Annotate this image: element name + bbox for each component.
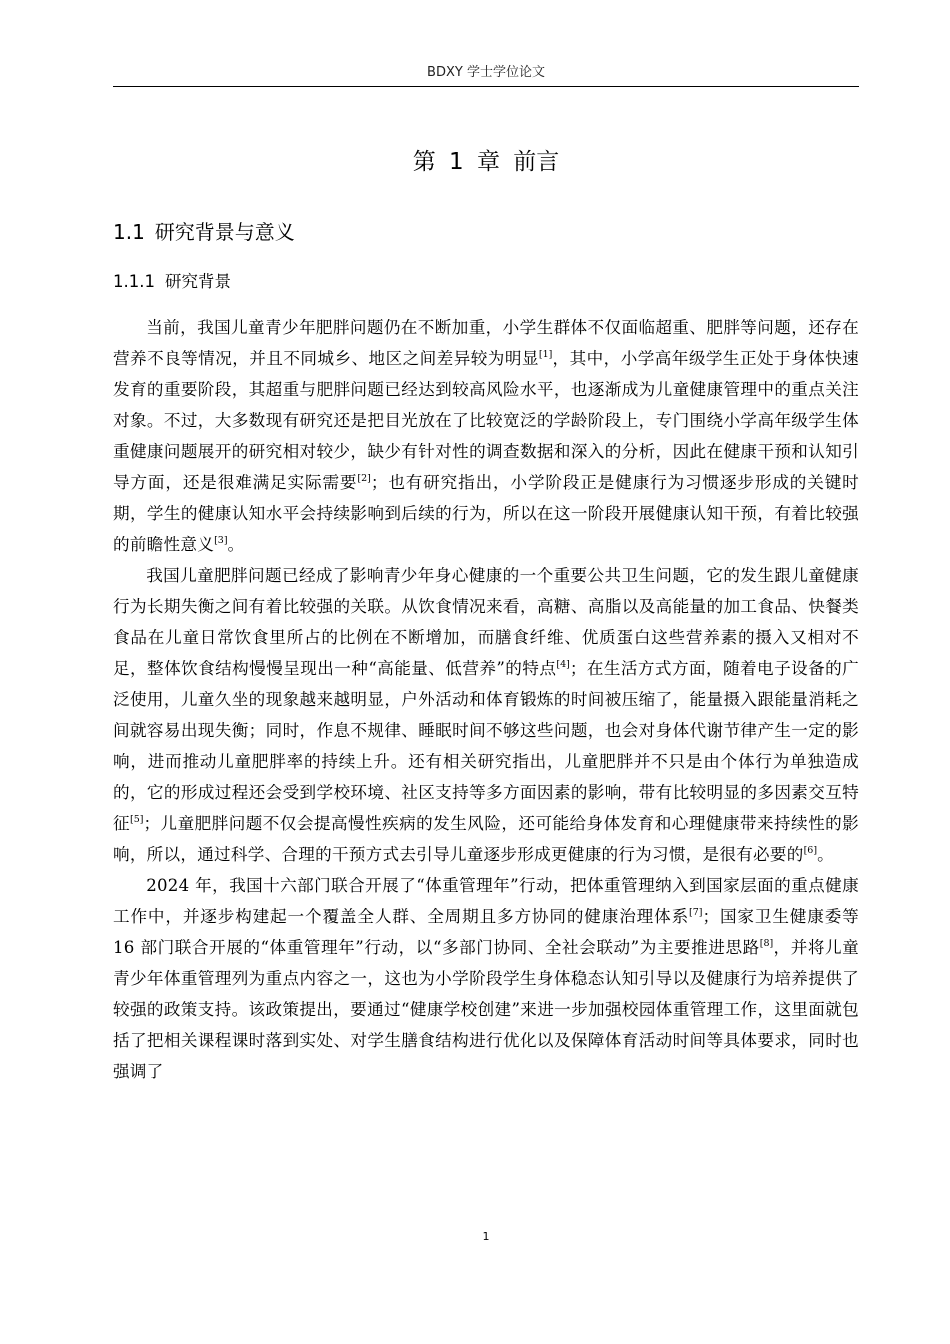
paragraph-text: ，并将儿童青少年体重管理列为重点内容之一，这也为小学阶段学生身体稳态认知引导以及健康行为培养提供了较强的政策支持。该政策提出，要通过“健康学校创建”来进一步加强校园体重管理工作，这里面就包括了把相关课程课时落到实处、对学生膳食结构进行优化以及保障体育活动时间等具体要求，同时也强调了 [113, 938, 859, 1081]
body-paragraph [113, 312, 859, 560]
citation-marker: [4] [556, 659, 570, 670]
section-heading [113, 218, 295, 246]
paragraph-text: 。 [817, 845, 834, 864]
subsection-heading [113, 270, 231, 294]
citation-marker: [6] [803, 845, 818, 856]
citation-marker: [3] [214, 535, 228, 546]
paragraph-text: ，其中，小学高年级学生正处于身体快速发育的重要阶段，其超重与肥胖问题已经达到较高风险水平，也逐渐成为儿童健康管理中的重点关注对象。不过，大多数现有研究还是把目光放在了比较宽泛的学龄阶段上，专门围绕小学高年级学生体重健康问题展开的研究相对较少，缺少有针对性的调查数据和深入的分析，因此在健康干预和认知引导方面，还是很难满足实际需要 [113, 349, 859, 492]
citation-marker: [2] [357, 473, 371, 484]
citation-marker: [5] [130, 814, 144, 825]
body-paragraph [113, 870, 859, 1087]
paragraph-text: ；国家卫生健康委等 16 部门联合开展的“体重管理年”行动，以“多部门协同、全社会联动”为主要推进思路 [113, 907, 860, 957]
section-title: 研究背景与意义 [154, 220, 295, 244]
citation-marker: [8] [759, 938, 774, 949]
paragraph-text: 我国儿童肥胖问题已经成了影响青少年身心健康的一个重要公共卫生问题，它的发生跟儿童健康行为长期失衡之间有着比较强的关联。从饮食情况来看，高糖、高脂以及高能量的加工食品、快餐类食品在儿童日常饮食里所占的比例在不断增加，而膳食纤维、优质蛋白这些营养素的摄入又相对不足，整体饮食结构慢慢呈现出一种“高能量、低营养”的特点 [113, 566, 859, 678]
header-rule [113, 86, 859, 87]
paragraph-text: ；在生活方式方面，随着电子设备的广泛使用，儿童久坐的现象越来越明显，户外活动和体育锻炼的时间被压缩了，能量摄入跟能量消耗之间就容易出现失衡；同时，作息不规律、睡眠时间不够这些问题，也会对身体代谢节律产生一定的影响，进而推动儿童肥胖率的持续上升。还有相关研究指出，儿童肥胖并不只是由个体行为单独造成的，它的形成过程还会受到学校环境、社区支持等多方面因素的影响，带有比较明显的多因素交互特征 [113, 659, 860, 833]
citation-marker: [7] [689, 907, 703, 918]
subsection-title: 研究背景 [164, 272, 231, 291]
section-number: 1.1 [113, 220, 145, 244]
body-text [113, 312, 859, 1087]
chapter-title: 第 1 章 前言 [412, 149, 560, 175]
page-number: 1 [482, 1230, 490, 1243]
citation-marker: [1] [538, 349, 553, 360]
body-paragraph [113, 560, 859, 870]
subsection-number: 1.1.1 [113, 272, 155, 291]
paragraph-text: ；也有研究指出，小学阶段正是健康行为习惯逐步形成的关键时期，学生的健康认知水平会持续影响到后续的行为，所以在这一阶段开展健康认知干预，有着比较强的前瞻性意义 [113, 473, 860, 554]
paragraph-text: 。 [227, 535, 245, 554]
running-header: BDXY 学士学位论文 [427, 65, 545, 80]
paragraph-text: 2024 年，我国十六部门联合开展了“体重管理年”行动，把体重管理纳入到国家层面的重点健康工作中，并逐步构建起一个覆盖全人群、全周期且多方协同的健康治理体系 [113, 876, 859, 926]
paragraph-text: 当前，我国儿童青少年肥胖问题仍在不断加重，小学生群体不仅面临超重、肥胖等问题，还存在营养不良等情况，并且不同城乡、地区之间差异较为明显 [113, 318, 859, 368]
paragraph-text: ；儿童肥胖问题不仅会提高慢性疾病的发生风险，还可能给身体发育和心理健康带来持续性的影响，所以，通过科学、合理的干预方式去引导儿童逐步形成更健康的行为习惯，是很有必要的 [113, 814, 860, 864]
